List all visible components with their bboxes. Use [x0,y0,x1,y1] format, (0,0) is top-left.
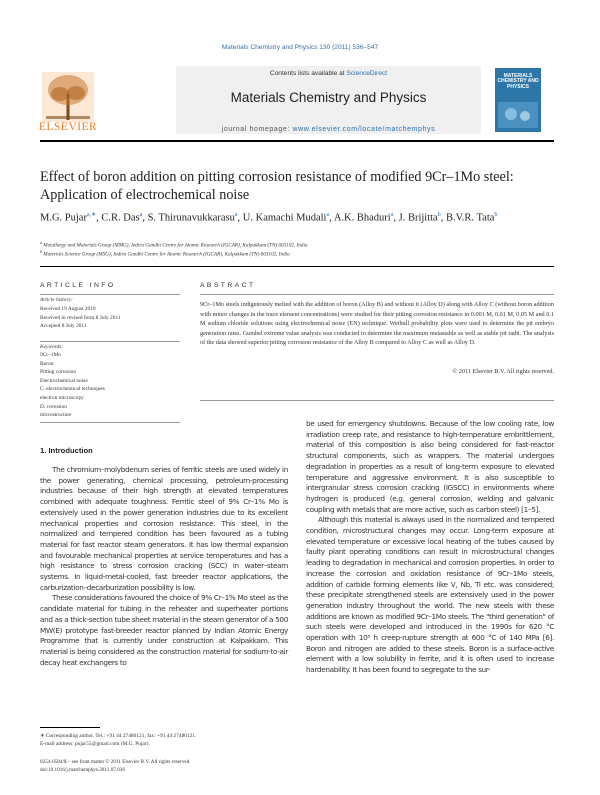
journal-reference[interactable]: Materials Chemistry and Physics 130 (2011) 536–547 [221,44,379,51]
sciencedirect-link[interactable]: ScienceDirect [346,70,388,77]
affiliation-mark: b [40,249,42,254]
info-bottom-rule [40,422,180,423]
body-paragraph: The chromium–molybdenum series of ferritic steels are used widely in the power generating, chemical processing, petroleum-processing industries because of their high strength at elevated temperatures combined with adequate toughness. Ferritic steel of 9% Cr–1% Mo is extensively used in the power generation industries due to its excellent mechanical properties and corrosion resistance. This steel, in the normalized and tempered condition has been favoured as a tubing material for fast reactor steam generators. It has low thermal expansion and favourable mechanical properties at service temperatures and has a high resistance to stress corrosion cracking (SCC) in water–steam systems. In liquid-metal-cooled, fast breeder reactor applications, the carburization–decarburization possibility is low. [40,465,288,592]
publisher-logo-text: ELSEVIER [38,121,98,133]
author-affiliation-mark[interactable]: b [494,212,498,218]
history-item: Accepted 8 July 2011 [40,323,87,330]
affiliation-b [40,249,560,258]
affiliation-a [40,240,560,249]
author-name: A.K. Bhaduri [333,212,391,224]
keyword: microstructure [40,412,72,419]
history-label: Article history: [40,297,73,303]
author-name: S. Thirunavukkarasu [147,212,235,224]
affiliation-text: Metallurgy and Materials Group (MMG), Indira Gandhi Centre for Atomic Research (IGCAR), Kalpakkam (TN) 603102, India [43,242,308,249]
title-divider [40,266,554,267]
keywords-rule [40,341,180,342]
author-name: C.R. Das [101,212,140,224]
keyword: 9Cr–1Mo [40,352,61,358]
keyword: electron microscopy [40,394,84,401]
issn-line: 0254-0584/$ – see front matter © 2011 Elsevier B.V. All rights reserved. [40,759,191,765]
abstract-rule [200,294,554,295]
corresponding-footnote: ∗ Corresponding author. Tel.: +91 44 27480121; fax: +91 44 27480121. [40,733,197,739]
footnote-rule [40,727,100,728]
keyword: Electrochemical noise [40,377,88,384]
article-info-heading: ARTICLE INFO [40,282,116,289]
author-name: B.V.R. Tata [445,212,495,224]
abstract-copyright: © 2011 Elsevier B.V. All rights reserved. [452,368,554,375]
homepage-link[interactable]: www.elsevier.com/locate/matchemphys [292,126,436,133]
history-list [40,305,121,331]
cover-title: MATERIALS CHEMISTRY AND PHYSICS [497,73,539,90]
author-list: M.G. Pujar$^{a,∗}$, C.R. Das$^a$, S. Thirunavukkarasu$^a$, U. Kamachi Mudali$^a$, A.K. Bhaduri$^a$, J. Brijitta$^b$, B.V.R. Tata$^b$ [40,212,498,224]
author-affiliation-mark[interactable]: b [437,212,441,218]
author-affiliation-mark[interactable]: a [234,212,238,218]
doi-link[interactable]: doi:10.1016/j.matchemphys.2011.07.036 [40,767,125,773]
keywords-list [40,351,105,420]
author-affiliation-mark[interactable]: a [139,212,143,218]
article-title: Effect of boron addition on pitting corrosion resistance of modified 9Cr–1Mo steel: Application of electrochemical noise [40,169,514,203]
body-column-left [40,465,288,668]
abstract-heading: ABSTRACT [200,282,256,289]
body-column-right [306,419,554,676]
author-name: M.G. Pujar [40,212,87,224]
author-affiliation-mark[interactable]: a [390,212,394,218]
contents-prefix: Contents lists available at [269,70,347,77]
author-name: U. Kamachi Mudali [242,212,327,224]
keyword: Boron [40,360,54,367]
email-footnote[interactable]: E-mail address: pujar55@gmail.com (M.G. Pujar). [40,741,150,747]
abstract-bottom-rule [200,400,554,401]
body-paragraph: These considerations favoured the choice of 9% Cr–1% Mo steel as the candidate material for tubing in the reheater and superheater portions and as a thick-section tube sheet material in the steam generator of a 500 MW(E) prototype fast-breeder reactor planned by Indian Atomic Energy Programme that is currently under construction at Kalpakkam. This material is being considered as the construction material for sodium-to-air decay heat exchangers to [40,593,288,667]
keywords-label: Keywords: [40,344,64,350]
abstract-text: 9Cr–1Mo steels indigenously melted with the addition of boron (Alloy B) and without it (Alloy D) along with Alloy C (without boron addition with minor changes in the trace element concentrations) were studied for their pitting corrosion resistance in 0.001 M, 0.01 M, 0.05 M and 0.1 M sodium chloride solutions using electrochemical noise (EN) technique. Weibull probability plots were used to determine the pit embryo generation rates. Gumbel extreme value analysis was conducted to determine the maximum metastable as well as stable pit radii. The analysis of the data showed superior pitting corrosion resistance of the Alloy B compared to Alloy C as well as Alloy D. [200,301,554,347]
keyword: D. corrosion [40,403,67,410]
author-affiliation-mark[interactable]: a [326,212,330,218]
article-info-rule [40,294,180,295]
section-heading: 1. Introduction [40,446,93,455]
elsevier-tree-logo [42,72,94,122]
history-item: Received 19 August 2010 [40,306,96,312]
keyword: Pitting corrosion [40,369,77,376]
author-name: J. Brijitta [398,212,438,224]
journal-homepage [176,126,481,133]
homepage-prefix: journal homepage: [221,126,293,133]
contents-line [176,70,481,77]
journal-name: Materials Chemistry and Physics [230,90,427,105]
history-item: Received in revised form 8 July 2011 [40,314,121,321]
affiliation-text: Materials Science Group (MSG), Indira Gandhi Centre for Atomic Research (IGCAR), Kalpakkam (TN) 603102, India [43,251,290,258]
author-affiliation-mark[interactable]: a,∗ [86,212,97,218]
affiliation-mark: a [40,240,42,245]
header-divider [40,140,554,142]
body-paragraph: be used for emergency shutdowns. Because of the low cooling rate, low irradiation creep rate, and resistance to high-temperature embrittlement, material of this composition is also being considered for fast-reactor structural components, such as wrappers. The material undergoes degradation in properties as a result of long-term exposure to elevated temperature and aggressive environment. It is also susceptible to intergranular stress corrosion cracking (IGSCC) in environments where hydrogen is produced (e.g. general corrosion, welding and galvanic coupling with metals that are more active, such as carbon steel) [1–5]. [306,419,554,514]
keyword: C. electrochemical techniques [40,386,105,393]
body-paragraph: Although this material is always used in the normalized and tempered condition, microstructural changes may occur. Long-term exposure at elevated temperature or excessive local heating of the tubes caused by faulty plant operating conditions can result in microstructural changes leading to degradation in mechanical and corrosion properties. In order to increase the corrosion and oxidation resistance of 9Cr–1Mo steels, addition of carbide forming elements like V, Nb, Ti etc. was considered; these precipitate strengthened steels are extensively used in the power generation industry throughout the world. The new steels with these additions are known as modified 9Cr–1Mo steels. The "third generation" of such steels were developed and introduced in the 1990s for 620 °C operation with 10⁵ h creep-rupture strength at 600 °C of 140 MPa [6]. Boron and nitrogen are added to these steels. Boron is a surface-active element with a low solubility in ferrite, and it is often used to increase hardenability. It has been found to segregate to the sur- [306,515,554,675]
